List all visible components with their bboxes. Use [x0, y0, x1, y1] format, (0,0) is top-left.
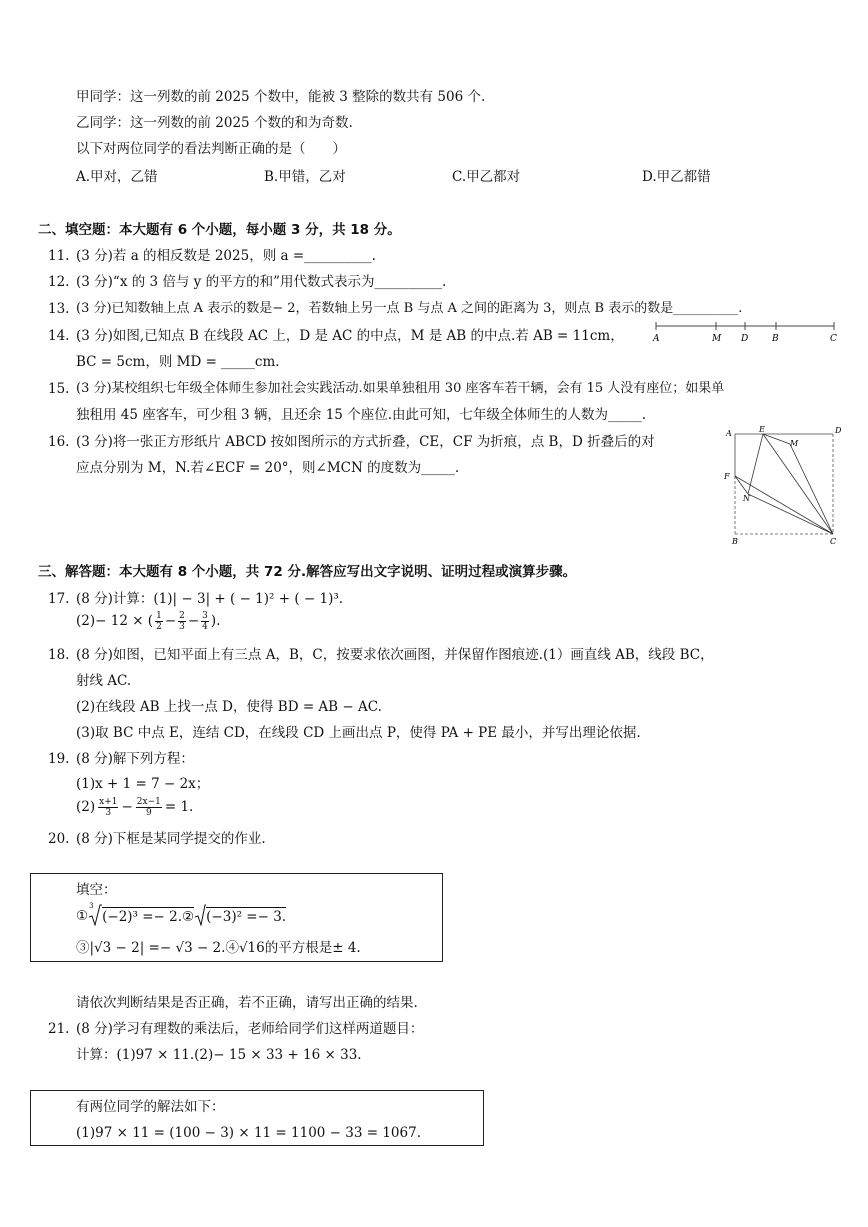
fold-fn [735, 476, 748, 494]
folded-square-figure [718, 424, 848, 548]
box-line-2: ③|√3 − 2| =− √3 − 2.④√16的平方根是± 4. [76, 940, 361, 956]
equation-1: (1)x + 1 = 7 − 2x； [76, 776, 210, 792]
fold-nc [748, 494, 833, 534]
option-d: D.甲乙都错 [642, 169, 711, 185]
box-line-1: (1)97 × 11 = (100 − 3) × 11 = 1100 − 33 = 1067. [76, 1125, 421, 1141]
crease-cf [735, 476, 833, 534]
line-segment-figure [650, 318, 840, 344]
question-number: 21. [48, 1021, 70, 1037]
option-a: A.甲对，乙错 [76, 169, 158, 185]
question-text-cont: BC = 5cm，则 MD = _____cm. [76, 354, 280, 370]
point-label: A [726, 429, 732, 438]
question-number: 11. [48, 248, 70, 264]
section-heading-fill-blank: 二、填空题：本大题有 6 个小题，每小题 3 分，共 18 分。 [38, 222, 401, 238]
question-number: 18. [48, 647, 70, 663]
point-label: D [741, 334, 749, 344]
question-text: (8 分)下框是某同学提交的作业. [76, 831, 266, 847]
point-label: C [830, 334, 837, 344]
equation-2: (2) x+1 3 − $\frac{2x-1}{9}$ = 1. [76, 796, 194, 818]
segment-en [748, 434, 763, 494]
fold-mc [790, 444, 833, 534]
box-title: 有两位同学的解法如下： [76, 1099, 225, 1115]
question-text: (3 分)“x 的 3 倍与 y 的平方的和”用代数式表示为__________. [76, 274, 447, 290]
box-title: 填空： [76, 882, 117, 898]
fraction: $\frac{2}{3}$ [179, 610, 185, 632]
point-label: D [835, 426, 842, 435]
question-text: (8 分)解下列方程： [76, 751, 194, 767]
question-number: 20. [48, 831, 70, 847]
question-text: (3 分)如图,已知点 B 在线段 AC 上，D 是 AC 的中点，M 是 AB 的中点.若 AB = 11cm， [76, 328, 624, 344]
question-number: 19. [48, 751, 70, 767]
cube-root-icon: 3 [88, 906, 102, 926]
question-text-cont: 应点分别为 M，N.若∠ECF = 20°，则∠MCN 的度数为_____. [76, 460, 460, 476]
crease-ce [763, 434, 833, 534]
question-number: 13. [48, 301, 70, 317]
point-label: A [653, 334, 660, 344]
question-number: 17. [48, 591, 70, 607]
point-label: E [759, 425, 765, 434]
question-text: (3 分)已知数轴上点 A 表示的数是− 2，若数轴上另一点 B 与点 A 之间的距离为 3，则点 B 表示的数是__________. [76, 301, 743, 316]
statement-yi: 乙同学：这一列数的前 2025 个数的和为奇数. [76, 115, 353, 131]
question-text-cont: (2)在线段 AB 上找一点 D，使得 BD = AB − AC. [76, 699, 382, 715]
fraction: $\frac{3}{4}$ [202, 610, 208, 632]
expr-part: (2)− 12 × ( [76, 613, 154, 629]
point-label: B [732, 537, 738, 546]
box-line-1: ① 3 (−2)³ =− 2.② (−3)² =− 3. [76, 902, 287, 925]
point-label: M [790, 439, 799, 448]
question-text-cont: (3)取 BC 中点 E，连结 CD，在线段 CD 上画出点 P，使得 PA + PE 最小，并写出理论依据. [76, 725, 641, 741]
option-c: C.甲乙都对 [452, 169, 521, 185]
question-number: 14. [48, 328, 70, 344]
expression-17-2: (2)− 12 × ( 1 2 − $\frac{2}{3}$ − $\frac{3}{4}$ ). [76, 610, 221, 632]
section-heading-solutions: 三、解答题：本大题有 8 个小题，共 72 分.解答应写出文字说明、证明过程或演算步骤。 [38, 564, 577, 580]
point-label: N [743, 494, 750, 503]
question-number: 16. [48, 434, 70, 450]
fraction: x+1 3 [99, 796, 118, 818]
question-number: 12. [48, 274, 70, 290]
question-text: (3 分)某校组织七年级全体师生参加社会实践活动.如果单独租用 30 座客车若干辆，会有 15 人没有座位；如果单 [76, 381, 725, 396]
point-label: C [830, 537, 837, 546]
question-text: (3 分)若 a 的相反数是 2025，则 a =__________. [76, 248, 376, 264]
question-text: (8 分)学习有理数的乘法后，老师给同学们这样两道题目： [76, 1021, 424, 1037]
question-text-cont: 射线 AC. [76, 673, 132, 689]
point-label: F [724, 472, 730, 481]
question-text-cont: 计算：(1)97 × 11.(2)− 15 × 33 + 16 × 33. [76, 1047, 362, 1063]
question-prompt: 以下对两位同学的看法判断正确的是（ ） [76, 141, 346, 157]
question-number: 15. [48, 381, 70, 397]
option-b: B.甲错，乙对 [264, 169, 346, 185]
question-text: (8 分)如图，已知平面上有三点 A，B，C，按要求依次画图，并保留作图痕迹.(1）画直线 AB，线段 BC， [76, 647, 714, 663]
point-label: M [712, 334, 722, 344]
fraction: 1 2 [156, 610, 162, 632]
point-label: B [772, 334, 779, 344]
fold-em [763, 434, 790, 444]
expr-part: ). [210, 613, 221, 629]
instruction-text: 请依次判断结果是否正确，若不正确，请写出正确的结果. [76, 995, 418, 1011]
square-root-icon [194, 906, 206, 926]
statement-jia: 甲同学：这一列数的前 2025 个数中，能被 3 整除的数共有 506 个. [76, 89, 486, 105]
question-text-cont: 独租用 45 座客车，可少租 3 辆，且还余 15 个座位.由此可知，七年级全体师生的人数为_____. [76, 407, 647, 423]
question-text: (3 分)将一张正方形纸片 ABCD 按如图所示的方式折叠，CE，CF 为折痕，点 B，D 折叠后的对 [76, 434, 655, 450]
fraction: $\frac{2x-1}{9}$ [136, 796, 161, 818]
question-text: (8 分)计算：(1)| − 3| + ( − 1)² + ( − 1)³. [76, 591, 344, 607]
